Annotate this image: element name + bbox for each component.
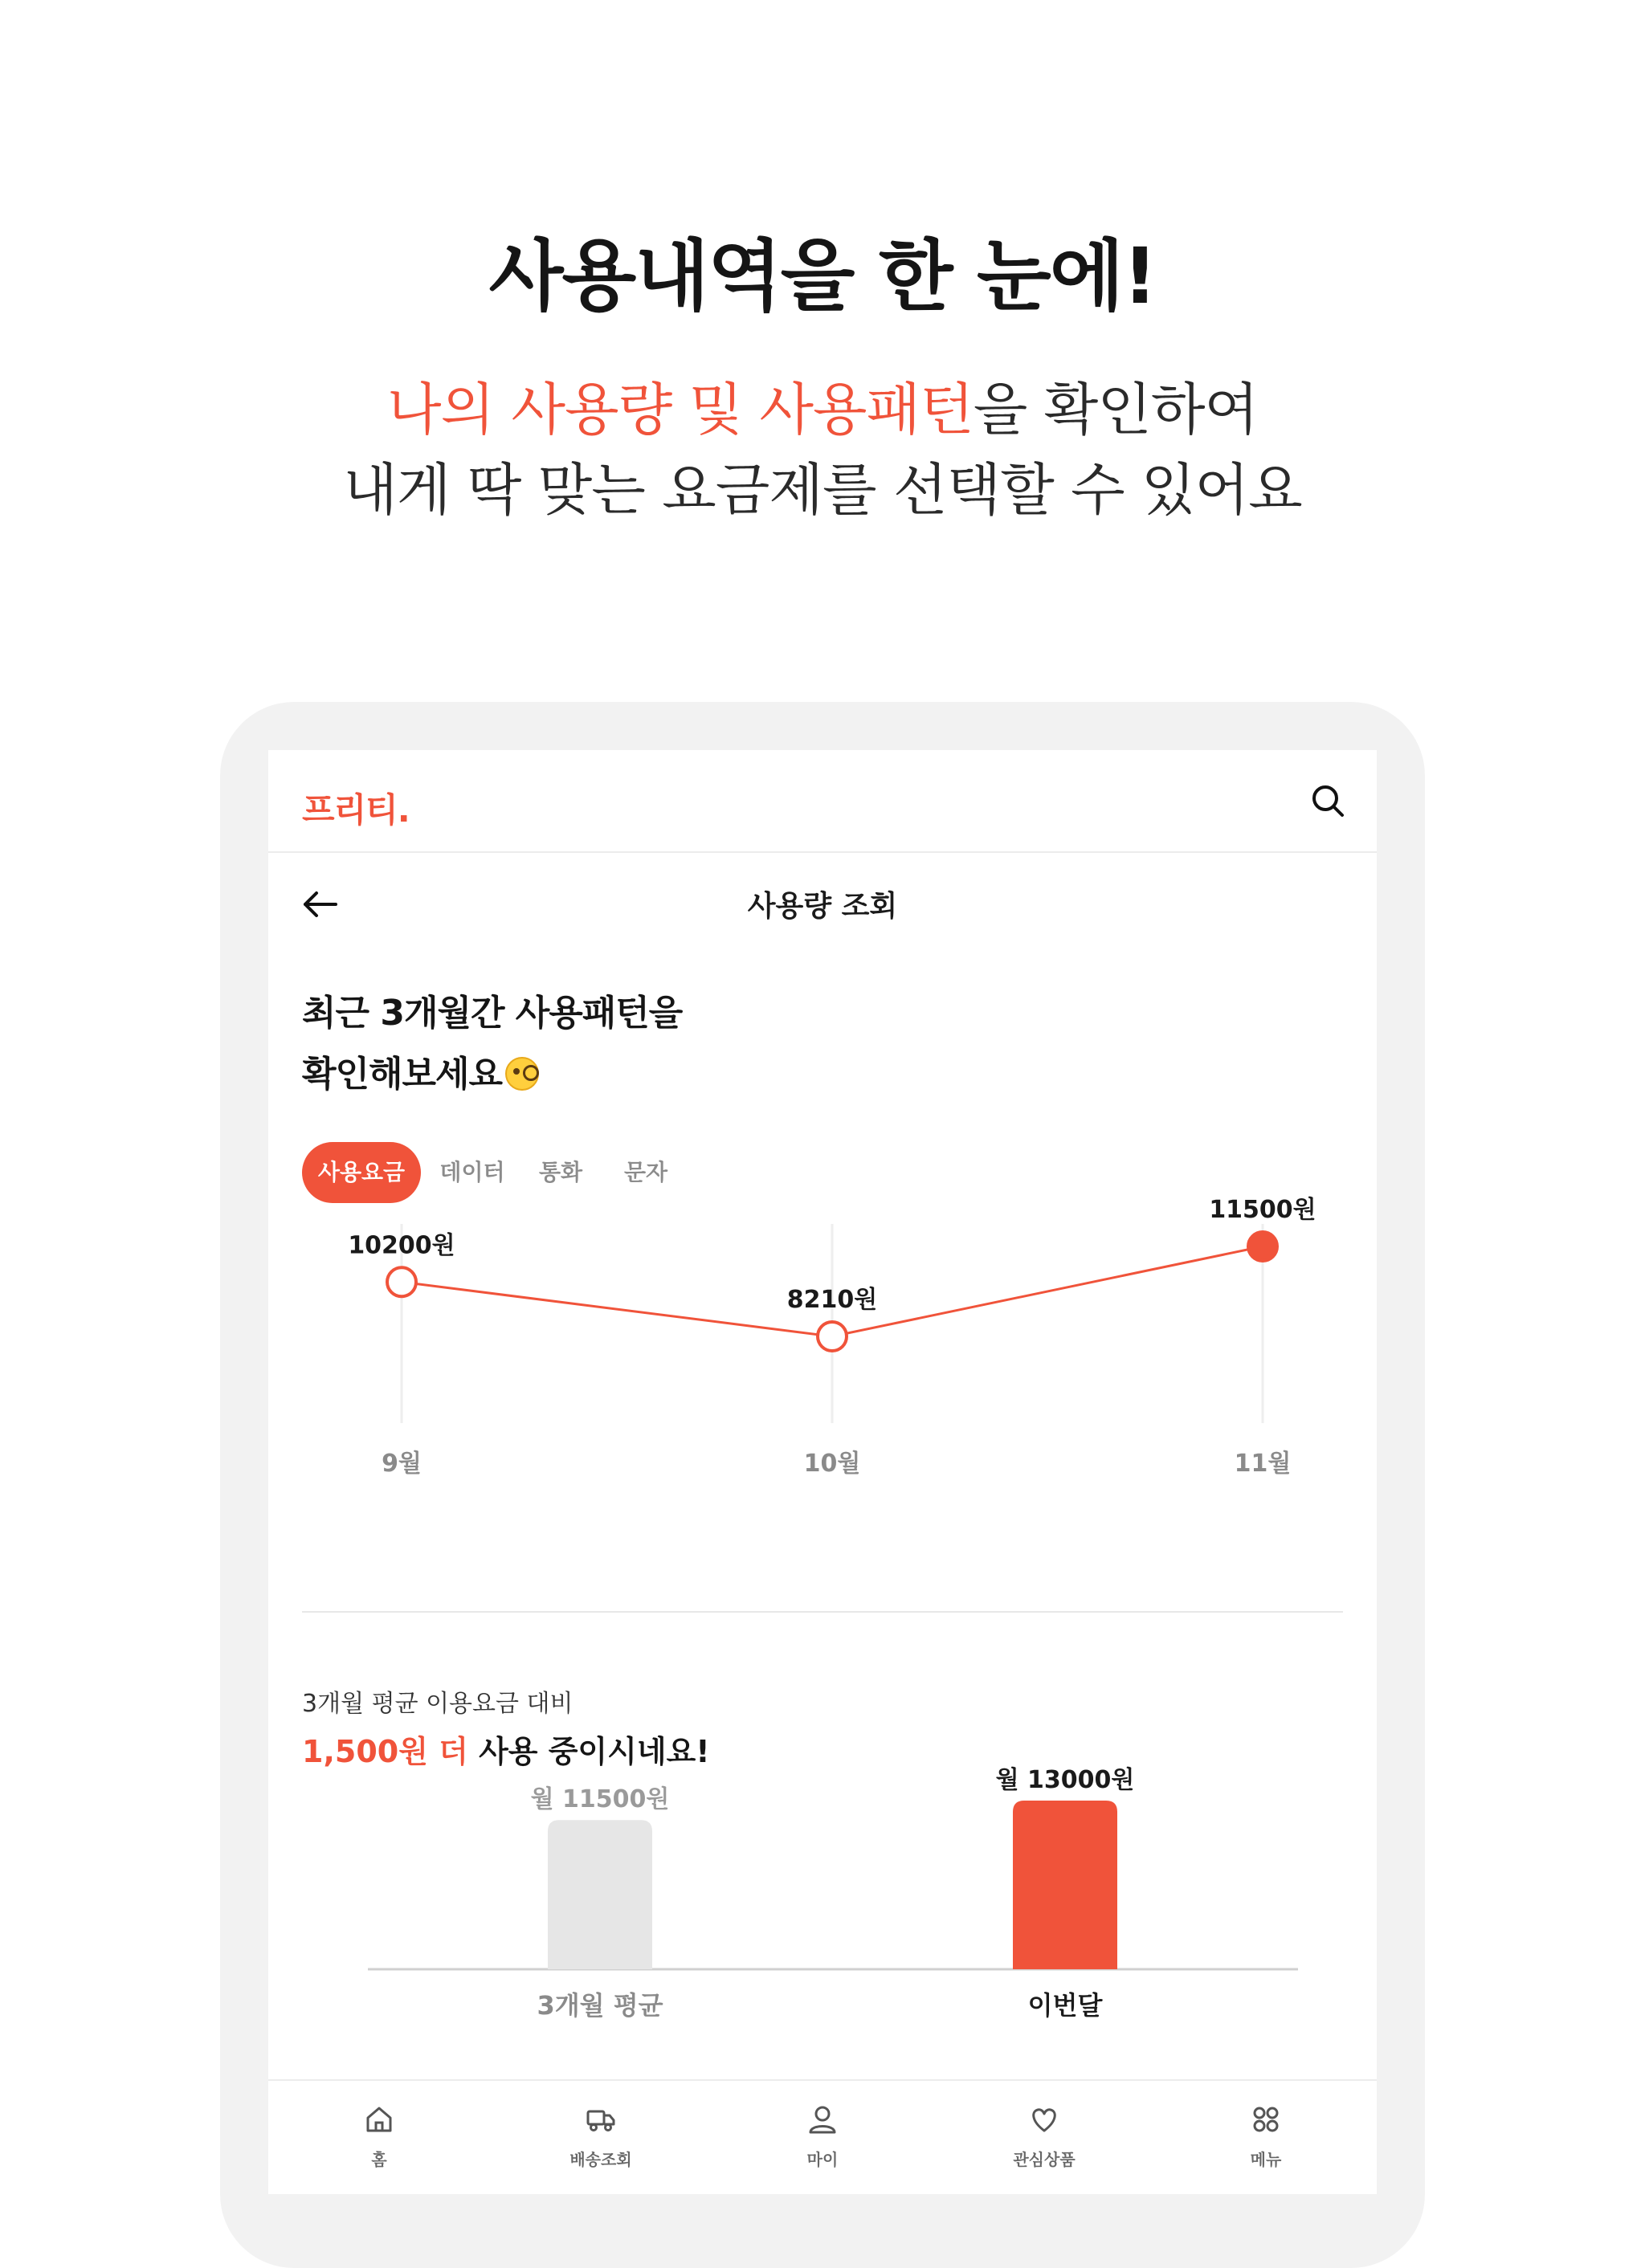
nav-my[interactable] [742, 2081, 903, 2196]
app-screen [268, 750, 1377, 2194]
nav-wishlist-label: 관심상품 [1013, 2150, 1076, 2169]
x-tick-label: 11월 [1234, 1450, 1292, 1478]
nav-home[interactable] [299, 2081, 459, 2196]
nav-wishlist[interactable] [964, 2081, 1125, 2196]
search-icon [1309, 782, 1346, 819]
data-label: 10200원 [348, 1231, 455, 1260]
nav-my-label: 마이 [806, 2150, 839, 2169]
compare-label: 3개월 평균 이용요금 대비 [302, 1690, 574, 1718]
bar [1013, 1801, 1117, 1969]
tab-sms[interactable]: 문자 [623, 1159, 668, 1185]
data-point [1248, 1232, 1277, 1261]
sub-header [268, 853, 1377, 956]
data-point [818, 1322, 847, 1351]
compare-rest: 사용 중이시네요! [467, 1734, 710, 1769]
data-label: 8210원 [786, 1286, 878, 1314]
promo-title: 사용내역을 한 눈에! [488, 231, 1157, 321]
nav-home-label: 홈 [371, 2150, 387, 2169]
delivery-truck-icon [585, 2103, 617, 2135]
page-title: 사용량 조회 [747, 890, 898, 923]
usage-bar-chart [268, 1766, 1377, 2051]
data-point [387, 1267, 416, 1296]
brand-logo[interactable]: 프리티. [302, 790, 410, 830]
tab-fee[interactable]: 사용요금 [302, 1142, 421, 1203]
search-button[interactable] [1309, 782, 1346, 819]
nav-delivery[interactable] [520, 2081, 681, 2196]
bar-category-label: 3개월 평균 [537, 1990, 663, 2021]
home-icon [363, 2103, 395, 2135]
headline-line2: 확인해보세요 [302, 1054, 503, 1095]
headline-line2-wrap [302, 1044, 1105, 1105]
bar-value-label: 월 11500원 [530, 1785, 670, 1814]
headline-line1: 최근 3개월간 사용패턴을 [302, 993, 683, 1034]
nav-menu[interactable] [1186, 2081, 1346, 2196]
promo-subtitle [0, 369, 1645, 530]
bar-value-label: 월 13000원 [995, 1766, 1135, 1794]
bar [548, 1820, 652, 1969]
promo-subtitle-line2: 내게 딱 맞는 요금제를 선택할 수 있어요 [343, 457, 1302, 523]
nav-menu-label: 메뉴 [1250, 2150, 1282, 2169]
usage-headline [302, 983, 1105, 1105]
thinking-face-icon [505, 1057, 539, 1091]
x-tick-label: 9월 [382, 1450, 422, 1478]
promo-subtitle-accent: 나의 사용량 및 사용패턴 [386, 377, 974, 443]
promo-subtitle-line1 [0, 369, 1645, 450]
user-icon [806, 2103, 839, 2135]
x-tick-label: 10월 [803, 1450, 861, 1478]
menu-grid-icon [1250, 2103, 1282, 2135]
compare-accent: 1,500원 더 [302, 1734, 468, 1769]
nav-delivery-label: 배송조회 [569, 2150, 632, 2169]
bottom-navigation [268, 2079, 1377, 2194]
bar-category-label: 이번달 [1027, 1990, 1103, 2021]
section-divider [302, 1611, 1343, 1613]
tab-data[interactable]: 데이터 [439, 1159, 505, 1185]
data-label: 11500원 [1209, 1196, 1316, 1224]
compare-message [302, 1727, 710, 1771]
usage-line-chart [268, 1196, 1377, 1497]
promo-subtitle-rest: 을 확인하여 [973, 377, 1259, 443]
tab-call[interactable]: 통화 [538, 1159, 583, 1185]
heart-icon [1028, 2103, 1060, 2135]
app-header [268, 750, 1377, 853]
